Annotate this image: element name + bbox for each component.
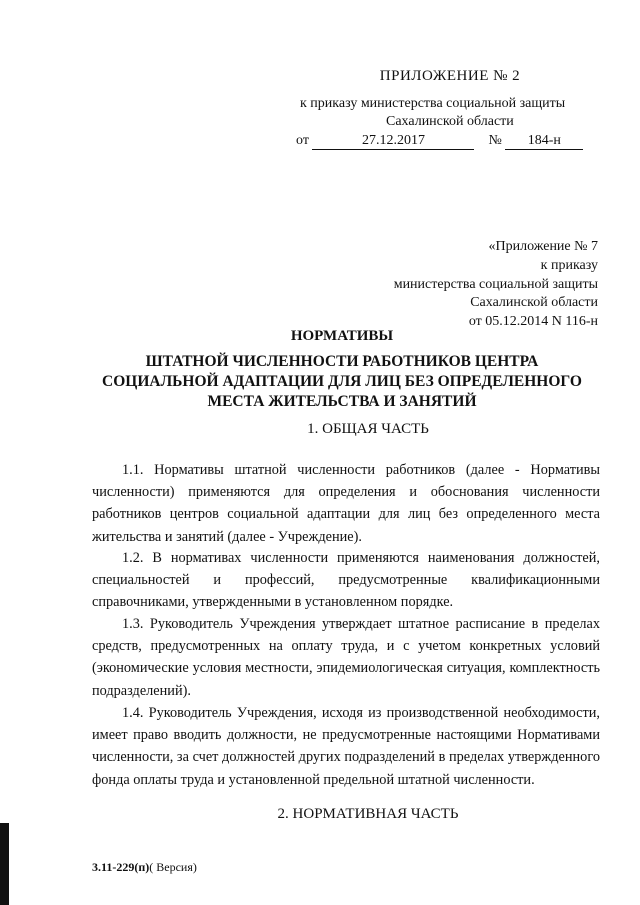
document-heading: НОРМАТИВЫ [290, 328, 394, 344]
attachment-order-line: к приказу министерства социальной защиты [300, 96, 566, 111]
document-subheading: СОЦИАЛЬНОЙ АДАПТАЦИИ ДЛЯ ЛИЦ БЕЗ ОПРЕДЕЛЕННОГО [102, 373, 582, 390]
number-label: № [488, 133, 502, 148]
attachment-title: ПРИЛОЖЕНИЕ № 2 [379, 68, 521, 84]
document-subheading: ШТАТНОЙ ЧИСЛЕННОСТИ РАБОТНИКОВ ЦЕНТРА [145, 353, 539, 370]
previous-attachment-title: «Приложение № 7 [488, 239, 598, 254]
section-title-general: 1. ОБЩАЯ ЧАСТЬ [307, 421, 429, 437]
order-date: 27.12.2017 [312, 133, 474, 150]
previous-attachment-date: от 05.12.2014 N 116-н [468, 314, 598, 329]
paragraph-1-2: 1.2. В нормативах численности применяются наименования должностей, специальностей и профессий, предусмотренные квалификационными справочниками, утвержденными в установленном порядке. [92, 550, 600, 611]
page-footer [92, 860, 197, 875]
attachment-date-number-row [296, 133, 583, 150]
attachment-region-line: Сахалинской области [386, 114, 514, 129]
footer-version: ( Версия) [149, 860, 197, 874]
paragraph-1-1: 1.1. Нормативы штатной численности работников (далее - Нормативы численности) применяются для определения и обоснования численности работников центров социальной адаптации для лиц без определенного места жительства и занятий (далее - Учреждение). [92, 462, 600, 545]
footer-code: 3.11-229(п) [92, 860, 150, 874]
previous-attachment-line: министерства социальной защиты [393, 277, 598, 292]
paragraph-1-4: 1.4. Руководитель Учреждения, исходя из производственной необходимости, имеет право вводить должности, не предусмотренные настоящими Нормативами численности, за счет должностей других подразделений в пределах утвержденного фонда оплаты труда и установленной предельной штатной численности. [92, 705, 600, 788]
scan-edge-mark [0, 823, 9, 905]
previous-attachment-line: к приказу [540, 258, 598, 273]
order-number: 184-н [505, 133, 583, 150]
previous-attachment-line: Сахалинской области [470, 295, 598, 310]
from-label: от [296, 133, 309, 148]
document-subheading: МЕСТА ЖИТЕЛЬСТВА И ЗАНЯТИЙ [207, 393, 477, 410]
section-title-normative: 2. НОРМАТИВНАЯ ЧАСТЬ [277, 806, 459, 822]
paragraph-1-3: 1.3. Руководитель Учреждения утверждает штатное расписание в пределах средств, предусмотренных на оплату труда, и с учетом конкретных условий (экономические условия местности, эпидемиологическая ситуация, комплектность подразделений). [92, 616, 600, 699]
